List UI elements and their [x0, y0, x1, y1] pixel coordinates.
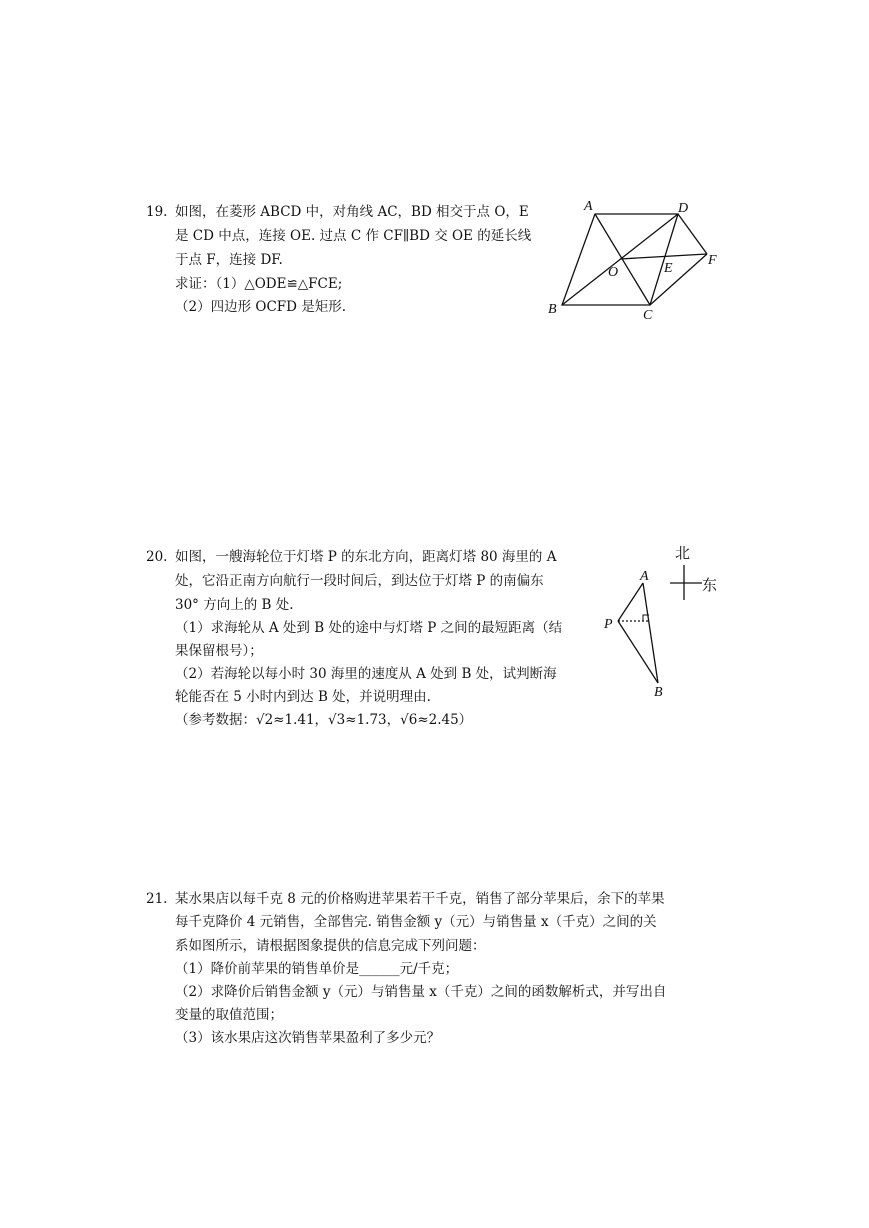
label-f: F — [708, 253, 717, 268]
question-21-number: 21. — [146, 891, 168, 907]
question-20-line-5: 果保留根号）； — [175, 643, 263, 659]
question-21-line-5: （2）求降价后销售金额 y（元）与销售量 x（千克）之间的函数解析式，并写出自 — [175, 984, 667, 1000]
question-20-number: 20. — [146, 549, 168, 565]
label-d: D — [678, 201, 689, 216]
question-21-line-6: 变量的取值范围； — [175, 1007, 283, 1023]
compass-icon — [670, 565, 702, 600]
question-21-line-1: 某水果店以每千克 8 元的价格购进苹果若干千克，销售了部分苹果后，余下的苹果 — [175, 891, 665, 907]
lighthouse-figure — [598, 538, 728, 703]
segment-pa — [618, 583, 643, 621]
question-19-line-1: 如图，在菱形 ABCD 中，对角线 AC，BD 相交于点 O，E — [175, 204, 529, 220]
segment-pb — [618, 621, 658, 683]
label-north: 北 — [675, 544, 691, 562]
segment-of — [620, 254, 707, 259]
segment-df — [678, 214, 707, 254]
label-o: O — [608, 265, 619, 280]
label-e: E — [664, 261, 673, 276]
label-p: P — [604, 617, 613, 632]
question-19-line-5: （2）四边形 OCFD 是矩形. — [175, 299, 347, 315]
question-20-line-3: 30° 方向上的 B 处. — [175, 597, 294, 613]
question-19-line-2: 是 CD 中点，连接 OE. 过点 C 作 CF∥BD 交 OE 的延长线 — [175, 228, 532, 244]
label-c: C — [643, 308, 653, 323]
question-19-line-4: 求证：（1）△ODE≌△FCE; — [175, 276, 343, 292]
question-20-line-2: 处，它沿正南方向航行一段时间后，到达位于灯塔 P 的南偏东 — [175, 573, 544, 589]
question-20-line-4: （1）求海轮从 A 处到 B 处的途中与灯塔 P 之间的最短距离（结 — [175, 620, 563, 636]
question-20-line-7: 轮能否在 5 小时内到达 B 处，并说明理由. — [175, 689, 431, 705]
question-20-line-8: （参考数据：√2≈1.41，√3≈1.73，√6≈2.45） — [175, 712, 473, 728]
question-19-line-3: 于点 F，连接 DF. — [175, 252, 283, 268]
question-20-line-6: （2）若海轮以每小时 30 海里的速度从 A 处到 B 处，试判断海 — [175, 666, 557, 682]
question-21-line-4: （1）降价前苹果的销售单价是______元/千克； — [175, 961, 459, 977]
question-21-line-3: 系如图所示，请根据图象提供的信息完成下列问题： — [175, 938, 486, 954]
label-a: A — [584, 199, 593, 214]
label-b: B — [548, 302, 557, 317]
question-19-number: 19. — [146, 204, 168, 220]
rhombus-figure — [540, 192, 730, 327]
question-21-line-7: （3）该水果店这次销售苹果盈利了多少元？ — [175, 1030, 441, 1046]
question-21-line-2: 每千克降价 4 元销售，全部售完. 销售金额 y（元）与销售量 x（千克）之间的关 — [175, 914, 657, 930]
diagonal-bd — [562, 214, 678, 305]
segment-ab — [643, 583, 658, 683]
segment-cf — [650, 254, 707, 305]
label-b: B — [654, 685, 663, 700]
label-east: 东 — [702, 576, 718, 594]
question-20-line-1: 如图，一艘海轮位于灯塔 P 的东北方向，距离灯塔 80 海里的 A — [175, 549, 557, 565]
label-a: A — [640, 569, 649, 584]
